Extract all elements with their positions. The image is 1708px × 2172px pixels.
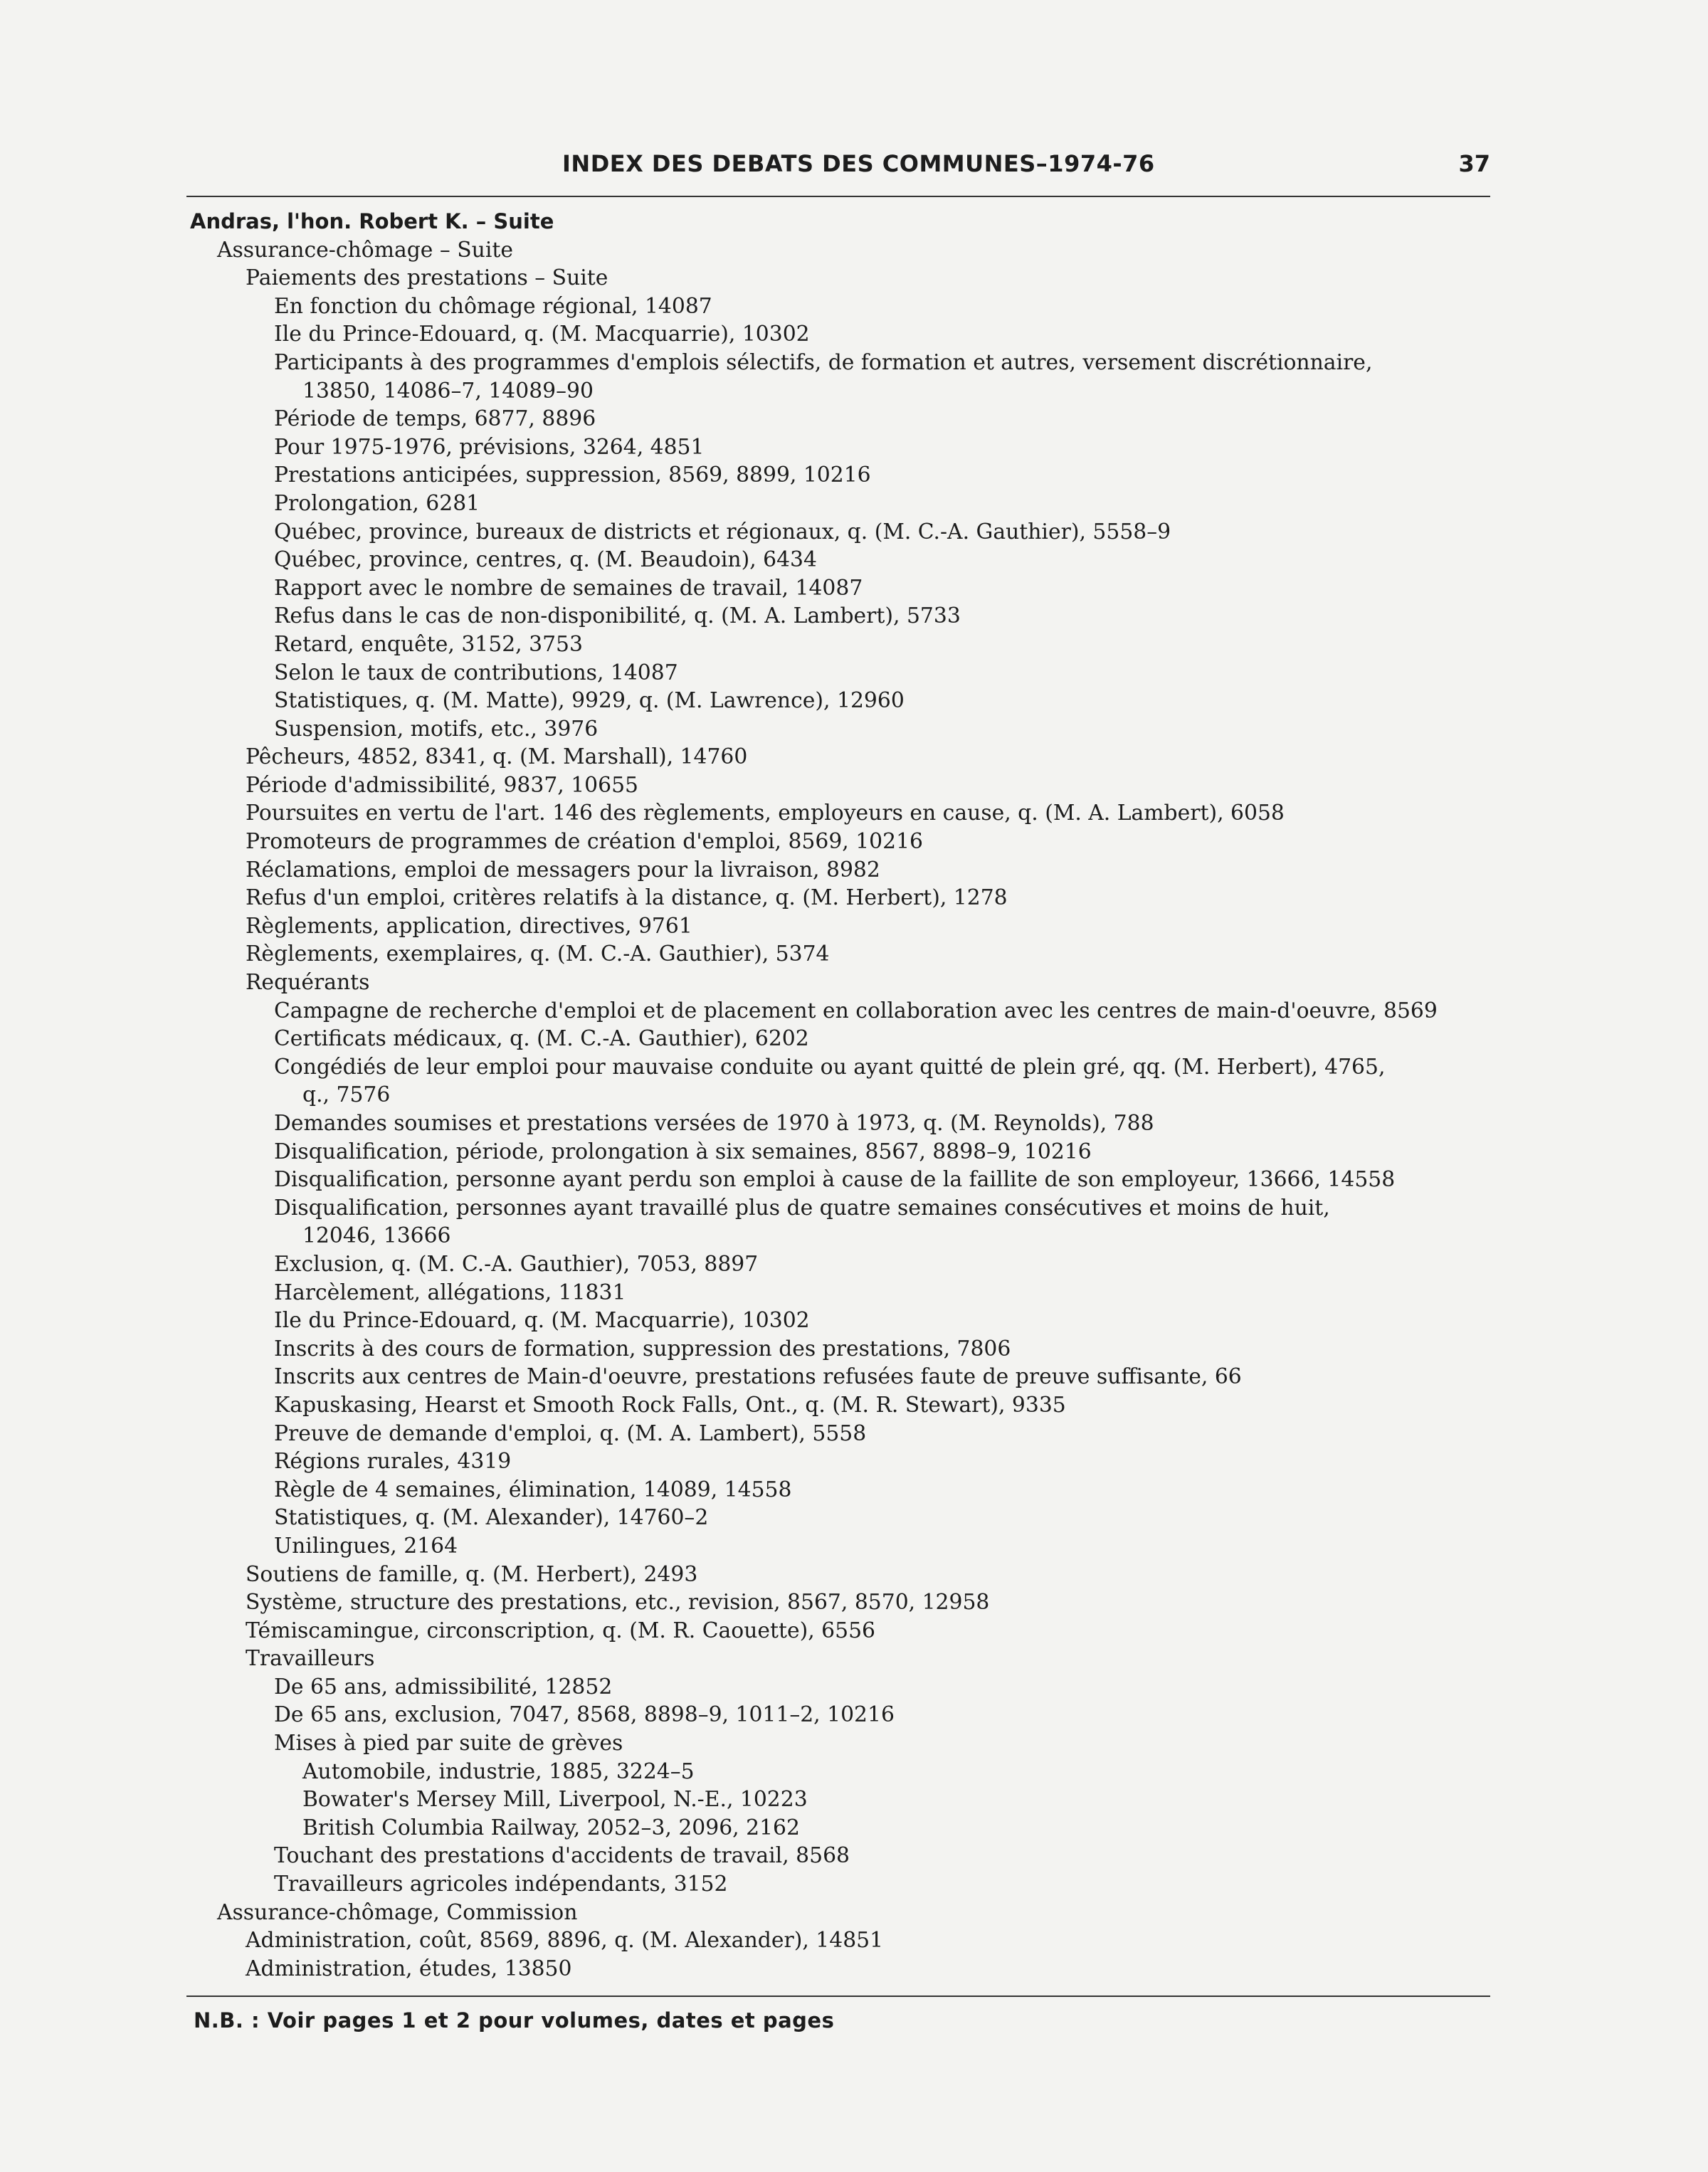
- index-entry: En fonction du chômage régional, 14087: [274, 293, 712, 319]
- index-entry: Refus d'un emploi, critères relatifs à la distance, q. (M. Herbert), 1278: [246, 885, 1008, 911]
- index-entry: Période de temps, 6877, 8896: [274, 406, 596, 432]
- index-entry: Inscrits aux centres de Main-d'oeuvre, prestations refusées faute de preuve suffisante, 66: [274, 1364, 1242, 1390]
- index-entry: Kapuskasing, Hearst et Smooth Rock Falls, Ont., q. (M. R. Stewart), 9335: [274, 1392, 1066, 1418]
- index-entry: Pêcheurs, 4852, 8341, q. (M. Marshall), 14760: [246, 744, 748, 770]
- index-entry: De 65 ans, admissibilité, 12852: [274, 1674, 613, 1699]
- index-entry: British Columbia Railway, 2052–3, 2096, 2162: [302, 1815, 800, 1840]
- index-heading-name: Andras, l'hon. Robert K. – Suite: [190, 209, 554, 233]
- index-entry: De 65 ans, exclusion, 7047, 8568, 8898–9, 1011–2, 10216: [274, 1702, 895, 1728]
- page-footer: [186, 1996, 1490, 2033]
- index-entry: Requérants: [246, 970, 370, 996]
- index-entry: Prolongation, 6281: [274, 490, 480, 516]
- page-number: 37: [1458, 150, 1490, 177]
- index-entry: Disqualification, personnes ayant travaillé plus de quatre semaines consécutives et moins de huit,: [274, 1195, 1330, 1221]
- index-entry: Soutiens de famille, q. (M. Herbert), 2493: [246, 1561, 698, 1587]
- index-entry: Selon le taux de contributions, 14087: [274, 660, 678, 685]
- index-entry: Suspension, motifs, etc., 3976: [274, 716, 599, 742]
- index-entry: Système, structure des prestations, etc., revision, 8567, 8570, 12958: [246, 1590, 990, 1615]
- index-entry: Promoteurs de programmes de création d'emploi, 8569, 10216: [246, 829, 924, 855]
- index-entry: Administration, coût, 8569, 8896, q. (M. Alexander), 14851: [246, 1928, 884, 1954]
- footnote: N.B. : Voir pages 1 et 2 pour volumes, dates et pages: [194, 2008, 835, 2033]
- index-entry: Congédiés de leur emploi pour mauvaise conduite ou ayant quitté de plein gré, qq. (M. Herbert), 4765,: [274, 1054, 1386, 1080]
- index-entry: Participants à des programmes d'emplois sélectifs, de formation et autres, versement discrétionnaire,: [274, 349, 1373, 375]
- index-entry: Québec, province, centres, q. (M. Beaudoin), 6434: [274, 547, 817, 573]
- index-entry: Refus dans le cas de non-disponibilité, q. (M. A. Lambert), 5733: [274, 603, 961, 629]
- index-entry: Mises à pied par suite de grèves: [274, 1731, 623, 1756]
- index-entry: Assurance-chômage, Commission: [217, 1899, 578, 1925]
- page-header: [186, 146, 1490, 197]
- index-entry: Ile du Prince-Edouard, q. (M. Macquarrie), 10302: [274, 1308, 810, 1334]
- index-entry: Période d'admissibilité, 9837, 10655: [246, 772, 639, 798]
- index-entries: [190, 208, 1492, 1983]
- index-entry: Campagne de recherche d'emploi et de placement en collaboration avec les centres de main-d'oeuvre, 8569: [274, 998, 1438, 1023]
- index-entry: Poursuites en vertu de l'art. 146 des règlements, employeurs en cause, q. (M. A. Lambert), 6058: [246, 801, 1285, 826]
- index-entry-continuation: 12046, 13666: [302, 1223, 451, 1249]
- index-entry: Ile du Prince-Edouard, q. (M. Macquarrie), 10302: [274, 322, 810, 347]
- index-entry: Unilingues, 2164: [274, 1533, 458, 1559]
- index-entry: Preuve de demande d'emploi, q. (M. A. Lambert), 5558: [274, 1420, 867, 1446]
- index-entry: Pour 1975-1976, prévisions, 3264, 4851: [274, 434, 705, 460]
- index-entry: Demandes soumises et prestations versées de 1970 à 1973, q. (M. Reynolds), 788: [274, 1111, 1154, 1136]
- index-entry: Automobile, industrie, 1885, 3224–5: [302, 1759, 695, 1784]
- index-entry-continuation: 13850, 14086–7, 14089–90: [302, 378, 594, 404]
- header-title: INDEX DES DEBATS DES COMMUNES–1974-76: [562, 150, 1155, 177]
- index-entry: Statistiques, q. (M. Matte), 9929, q. (M. Lawrence), 12960: [274, 688, 905, 714]
- index-entry: Statistiques, q. (M. Alexander), 14760–2: [274, 1505, 709, 1531]
- index-entry: Assurance-chômage – Suite: [217, 237, 514, 263]
- index-entry: Disqualification, personne ayant perdu son emploi à cause de la faillite de son employeur, 13666, 14558: [274, 1167, 1396, 1193]
- index-entry: Travailleurs agricoles indépendants, 3152: [274, 1872, 728, 1897]
- index-entry: Paiements des prestations – Suite: [246, 265, 608, 291]
- index-entry: Régions rurales, 4319: [274, 1449, 512, 1475]
- index-entry: Disqualification, période, prolongation à six semaines, 8567, 8898–9, 10216: [274, 1139, 1092, 1164]
- index-entry: Exclusion, q. (M. C.-A. Gauthier), 7053, 8897: [274, 1251, 759, 1277]
- index-entry: Réclamations, emploi de messagers pour la livraison, 8982: [246, 857, 880, 882]
- index-entry: Québec, province, bureaux de districts et régionaux, q. (M. C.-A. Gauthier), 5558–9: [274, 519, 1171, 544]
- index-entry: Retard, enquête, 3152, 3753: [274, 631, 583, 657]
- index-entry: Bowater's Mersey Mill, Liverpool, N.-E., 10223: [302, 1787, 808, 1813]
- index-entry: Inscrits à des cours de formation, suppression des prestations, 7806: [274, 1336, 1011, 1361]
- index-entry: Règlements, application, directives, 9761: [246, 913, 692, 939]
- index-entry: Travailleurs: [246, 1646, 375, 1672]
- index-entry: Témiscamingue, circonscription, q. (M. R. Caouette), 6556: [246, 1618, 876, 1643]
- index-entry: Prestations anticipées, suppression, 8569, 8899, 10216: [274, 463, 871, 488]
- index-entry: Touchant des prestations d'accidents de travail, 8568: [274, 1843, 850, 1869]
- index-entry: Règlements, exemplaires, q. (M. C.-A. Gauthier), 5374: [246, 942, 830, 967]
- index-entry: Règle de 4 semaines, élimination, 14089, 14558: [274, 1477, 792, 1502]
- index-entry: Rapport avec le nombre de semaines de travail, 14087: [274, 575, 863, 601]
- index-entry: Harcèlement, allégations, 11831: [274, 1280, 626, 1305]
- index-entry: Certificats médicaux, q. (M. C.-A. Gauthier), 6202: [274, 1026, 809, 1052]
- index-entry: Administration, études, 13850: [246, 1956, 572, 1981]
- index-entry-continuation: q., 7576: [302, 1082, 391, 1108]
